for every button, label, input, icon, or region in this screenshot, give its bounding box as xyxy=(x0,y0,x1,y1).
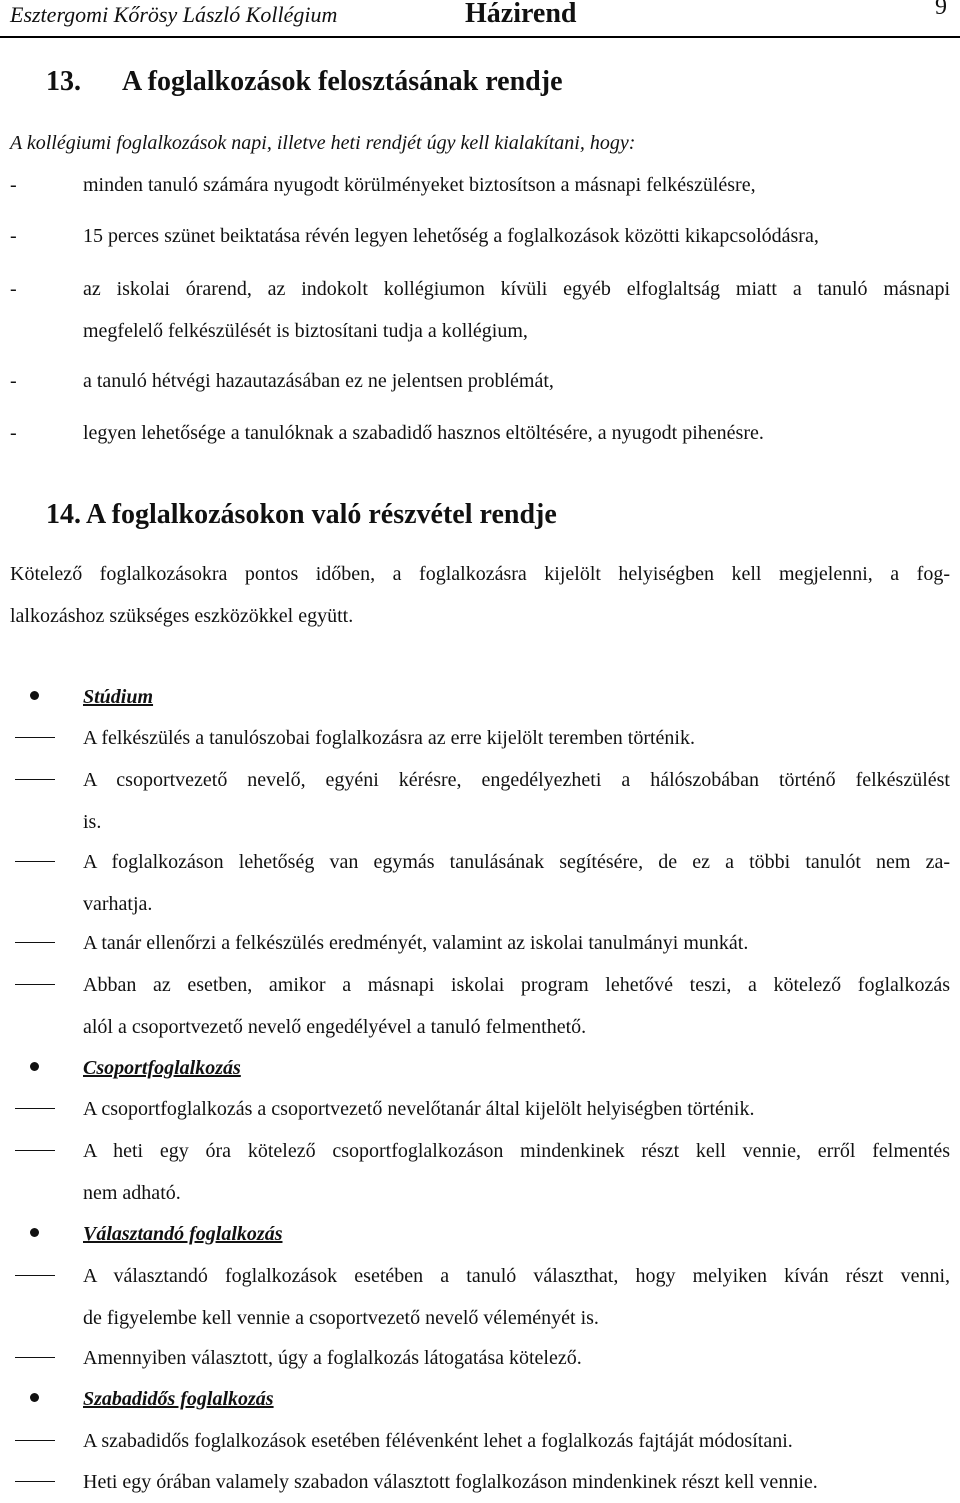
long-dash-marker xyxy=(15,1440,55,1441)
long-dash-marker xyxy=(15,1481,55,1482)
list-item-text: a tanuló hétvégi hazautazásában ez ne jelentsen problémát, xyxy=(83,370,554,392)
list-item-text xyxy=(83,1255,950,1339)
list-item-text xyxy=(83,759,950,843)
section-14-intro-line-2: lalkozáshoz szükséges eszközökkel együtt. xyxy=(10,605,354,627)
list-item-line-2: megfelelő felkészülését is biztosítani tudja a kollégium, xyxy=(83,320,528,342)
section-14-number: 14. xyxy=(46,499,81,530)
list-item-text: minden tanuló számára nyugodt körülményeket biztosítson a másnapi felkészülésre, xyxy=(83,174,756,196)
list-item-line-1: A felkészülés a tanulószobai foglalkozásra az erre kijelölt teremben történik. xyxy=(83,727,695,749)
list-item-line-1: A szabadidős foglalkozások esetében félévenként lehet a foglalkozás fajtáját módosítani. xyxy=(83,1430,793,1452)
bullet-icon xyxy=(30,1228,39,1237)
list-item-text xyxy=(83,1337,950,1379)
bullet-heading-text: Stúdium xyxy=(83,686,154,708)
section-13-number: 13. xyxy=(46,66,81,97)
list-item-line-1: A csoportfoglalkozás a csoportvezető nevelőtanár által kijelölt helyiségben történik. xyxy=(83,1098,755,1120)
header-school-name: Esztergomi Kőrösy László Kollégium xyxy=(10,2,338,27)
long-dash-marker xyxy=(15,1150,55,1151)
list-item-line-2: de figyelembe kell vennie a csoportvezető nevelő véleményét is. xyxy=(83,1307,599,1329)
list-item-line-1: A heti egy óra kötelező csoportfoglalkozáson mindenkinek részt kell vennie, erről felmentés xyxy=(83,1140,950,1162)
list-item-line-1: A tanár ellenőrzi a felkészülés eredményét, valamint az iskolai tanulmányi munkát. xyxy=(83,932,749,954)
list-item-line-1: Amennyiben választott, úgy a foglalkozás látogatása kötelező. xyxy=(83,1347,582,1369)
dash-marker: - xyxy=(10,370,17,392)
list-item-text xyxy=(83,922,950,964)
list-item-line-1: A foglalkozáson lehetőség van egymás tanulásának segítésére, de ez a többi tanulót nem za- xyxy=(83,851,950,873)
section-14-heading xyxy=(46,499,557,531)
list-item-text xyxy=(83,1420,950,1462)
list-item-text xyxy=(83,964,950,1048)
list-item-text xyxy=(83,1130,950,1214)
section-14-intro-line-1: Kötelező foglalkozásokra pontos időben, a foglalkozásra kijelölt helyiségben kell megjelenni, a fog- xyxy=(10,563,950,585)
section-13-intro: A kollégiumi foglalkozások napi, illetve heti rendjét úgy kell kialakítani, hogy: xyxy=(10,132,636,154)
list-item-text xyxy=(83,268,950,352)
list-item-text xyxy=(83,841,950,925)
list-item-text: 15 perces szünet beiktatása révén legyen lehetőség a foglalkozások közötti kikapcsolódásra, xyxy=(83,225,819,247)
dash-marker: - xyxy=(10,225,17,247)
long-dash-marker xyxy=(15,1275,55,1276)
long-dash-marker xyxy=(15,1357,55,1358)
section-14-title: A foglalkozásokon való részvétel rendje xyxy=(86,499,557,530)
list-item-line-1: A csoportvezető nevelő, egyéni kérésre, engedélyezheti a hálószobában történő felkészülést xyxy=(83,769,950,791)
list-item-line-2: alól a csoportvezető nevelő engedélyével a tanuló felmenthető. xyxy=(83,1016,587,1038)
bullet-heading-text: Szabadidős foglalkozás xyxy=(83,1388,274,1410)
bullet-heading-text: Csoportfoglalkozás xyxy=(83,1057,241,1079)
dash-marker: - xyxy=(10,174,17,196)
section-14-intro xyxy=(10,553,950,637)
bullet-icon xyxy=(30,691,39,700)
list-item-line-2: is. xyxy=(83,811,102,833)
list-item-line-1: Abban az esetben, amikor a másnapi iskolai program lehetővé teszi, a kötelező foglalkozás xyxy=(83,974,950,996)
list-item-line-1: A választandó foglalkozások esetében a tanuló választhat, hogy melyiken kíván részt venni, xyxy=(83,1265,950,1287)
bullet-icon xyxy=(30,1393,39,1402)
long-dash-marker xyxy=(15,942,55,943)
list-item-line-2: varhatja. xyxy=(83,893,153,915)
long-dash-marker xyxy=(15,1108,55,1109)
bullet-icon xyxy=(30,1062,39,1071)
section-13-title: A foglalkozások felosztásának rendje xyxy=(122,66,563,97)
bullet-heading-text: Választandó foglalkozás xyxy=(83,1223,283,1245)
list-item-text xyxy=(83,717,950,759)
long-dash-marker xyxy=(15,779,55,780)
header-document-title: Házirend xyxy=(465,0,577,29)
header-page-number: 9 xyxy=(935,0,947,20)
page-header xyxy=(0,0,960,38)
long-dash-marker xyxy=(15,737,55,738)
header-divider xyxy=(0,36,960,38)
dash-marker: - xyxy=(10,422,17,444)
long-dash-marker xyxy=(15,861,55,862)
list-item-text: legyen lehetősége a tanulóknak a szabadidő hasznos eltöltésére, a nyugodt pihenésre. xyxy=(83,422,764,444)
list-item-line-1: az iskolai órarend, az indokolt kollégiumon kívüli egyéb elfoglaltság miatt a tanuló másnapi xyxy=(83,278,950,300)
list-item-text xyxy=(83,1461,950,1503)
long-dash-marker xyxy=(15,984,55,985)
list-item-line-1: Heti egy órában valamely szabadon választott foglalkozáson mindenkinek részt kell vennie. xyxy=(83,1471,818,1493)
list-item-line-2: nem adható. xyxy=(83,1182,181,1204)
dash-marker: - xyxy=(10,278,17,300)
list-item-text xyxy=(83,1088,950,1130)
section-13-heading xyxy=(46,66,563,98)
